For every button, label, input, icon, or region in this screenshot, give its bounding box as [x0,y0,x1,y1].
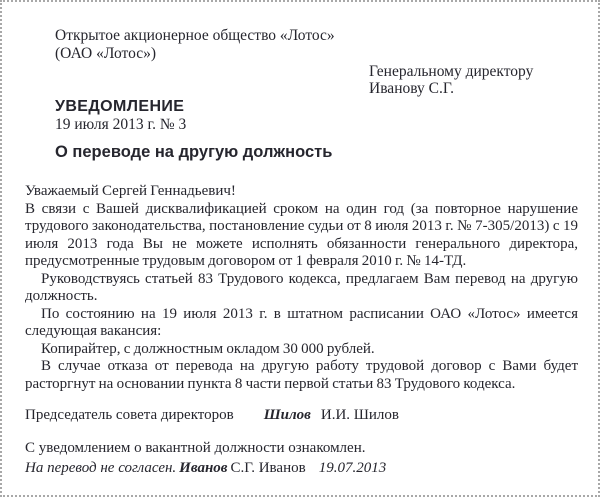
letter-body [25,183,578,393]
signer-position-title: Председатель совета директоров [25,407,234,423]
signature-row [25,406,578,424]
acknowledgment-block [25,439,578,478]
acknowledgment-date: 19.07.2013 [318,459,387,476]
subject-heading: О переводе на другую должность [55,143,333,161]
addressee-name: Иванову С.Г. [369,80,454,97]
refusal-note: На перевод не согласен. [25,459,177,476]
addressee-block [369,63,578,97]
signer-autograph: Шилов [263,407,311,423]
acknowledgment-line: С уведомлением о вакантной должности ознакомлен. [25,440,366,456]
body-paragraph: В случае отказа от перевода на другую работу трудовой договор с Вами будет расторгнут на основании пункта 8 части первой статьи 83 Трудового кодекса. [25,358,578,392]
refusal-line [25,459,578,479]
salutation-line: Уважаемый Сергей Геннадьевич! [25,183,236,199]
sender-org-full-name: Открытое акционерное общество «Лотос» [55,27,335,44]
document-date-and-number: 19 июля 2013 г. № 3 [55,116,187,133]
acknowledger-name: С.Г. Иванов [230,459,306,476]
signer-name: И.И. Шилов [320,407,400,423]
body-paragraph: Копирайтер, с должностным окладом 30 000 рублей. [41,340,375,357]
document-type-heading: УВЕДОМЛЕНИЕ [55,98,185,115]
addressee-position: Генеральному директору [369,63,534,80]
body-paragraph: По состоянию на 19 июля 2013 г. в штатном расписании ОАО «Лотос» имеется следующая вакансия: [25,305,578,339]
body-paragraph: Руководствуясь статьей 83 Трудового кодекса, предлагаем Вам перевод на другую должность. [25,270,578,304]
acknowledger-autograph: Иванов [179,459,228,476]
sender-org-block [55,27,578,63]
sender-org-short-name: (ОАО «Лотос») [55,45,156,62]
body-paragraph: В связи с Вашей дисквалификацией сроком на один год (за повторное нарушение трудового законодательства, постановление судьи от 8 июля 2013 г. № 7-305/2013) с 19 июля 2013 года Вы не можете исполнять обязанности генерального директора, предусмотренные трудовым договором от 1 февраля 2010 г. № 14-ТД. [25,200,578,269]
